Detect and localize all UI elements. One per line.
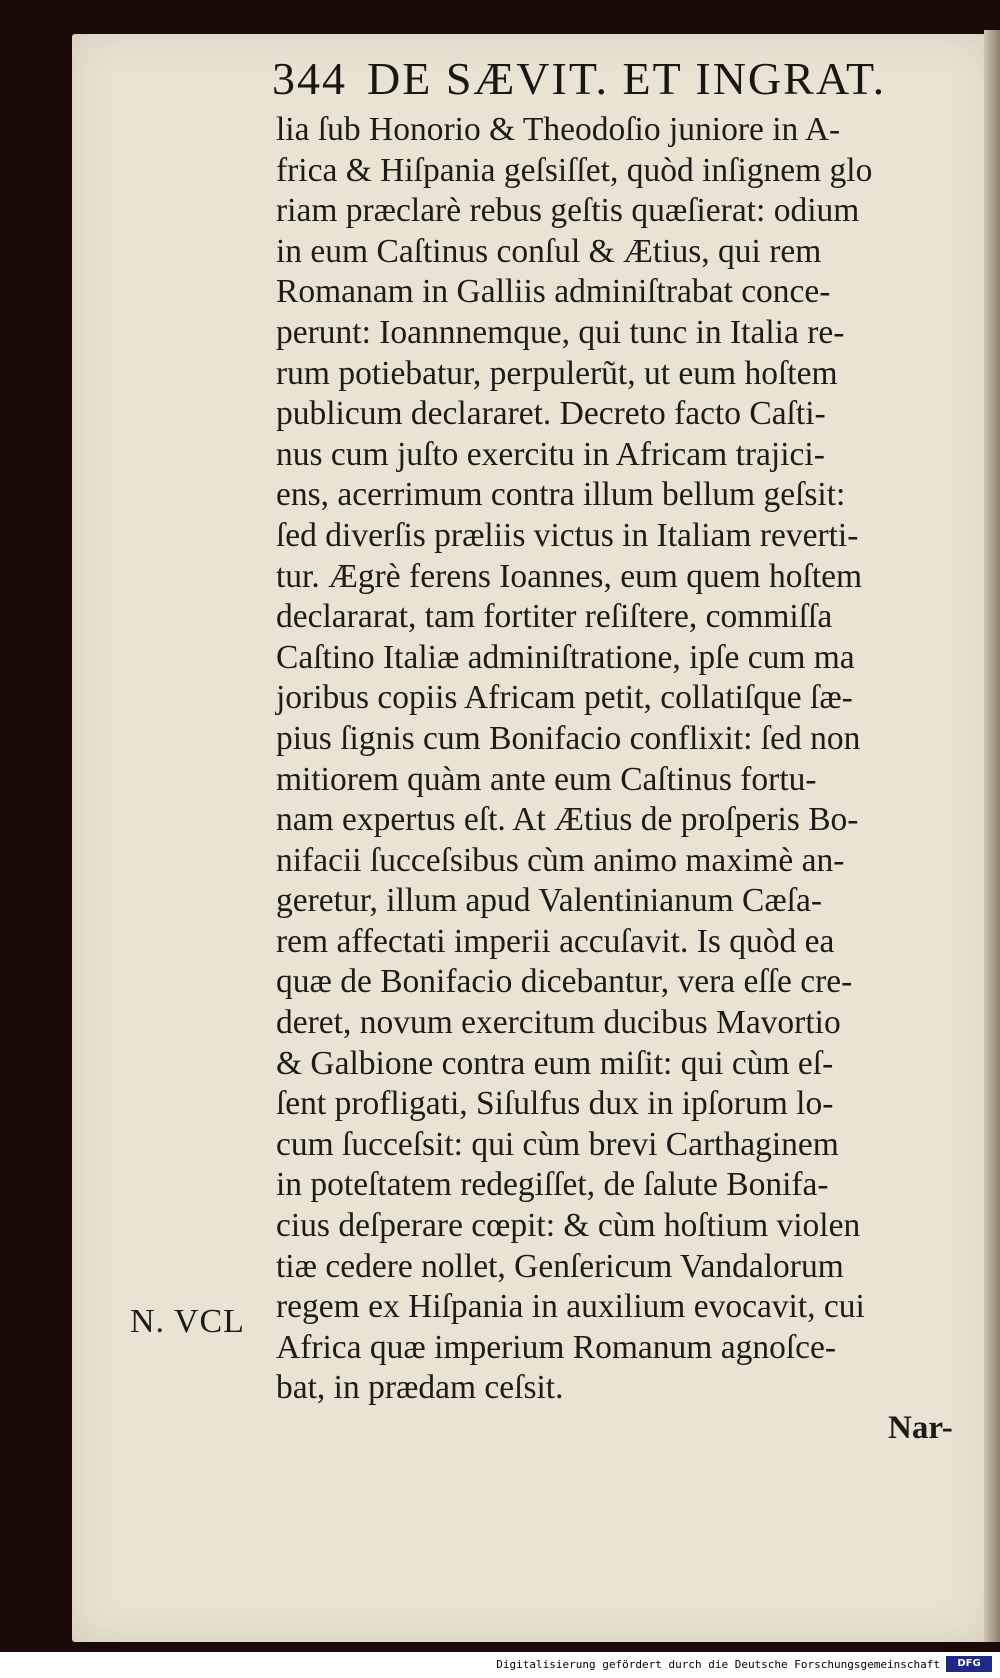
- text-line: nifacii ſucceſsibus cùm animo maximè an-: [276, 841, 845, 879]
- text-line: ſed diverſis præliis victus in Italiam reverti-: [276, 516, 859, 554]
- text-line: Africa quæ imperium Romanum agnoſce-: [276, 1328, 837, 1366]
- page-number: 344: [272, 53, 347, 104]
- text-line: cius deſperare cœpit: & cùm hoſtium violen: [276, 1207, 861, 1245]
- running-head: [272, 52, 962, 105]
- text-line: riam præclarè rebus geſtis quæſierat: odium: [276, 192, 860, 230]
- text-line: nam expertus eſt. At Ætius de proſperis Bo-: [276, 801, 859, 839]
- text-line: mitiorem quàm ante eum Caſtinus fortu-: [276, 760, 817, 798]
- text-line: tur. Ægrè ferens Ioannes, eum quem hoſtem: [276, 557, 863, 595]
- text-line: tiæ cedere nollet, Genſericum Vandalorum: [276, 1247, 844, 1285]
- text-line: Romanam in Galliis adminiſtrabat conce-: [276, 273, 831, 311]
- text-line: regem ex Hiſpania in auxilium evocavit, cui: [276, 1288, 865, 1326]
- margin-note: N. VCL: [130, 1303, 245, 1340]
- dfg-logo: DFG: [946, 1656, 992, 1672]
- text-line: bat, in prædam ceſsit.: [276, 1369, 564, 1407]
- body-text: [276, 110, 956, 1409]
- text-line: rum potiebatur, perpulerũt, ut eum hoſtem: [276, 354, 838, 392]
- text-line: Caſtino Italiæ adminiſtratione, ipſe cum ma: [276, 638, 855, 676]
- text-line: quæ de Bonifacio dicebantur, vera eſſe cre-: [276, 963, 853, 1001]
- catchword: Nar-: [888, 1410, 953, 1446]
- text-line: ſent profligati, Siſulfus dux in ipſorum lo-: [276, 1085, 834, 1123]
- text-line: publicum declararet. Decreto facto Caſti-: [276, 395, 826, 433]
- text-line: pius ſignis cum Bonifacio conflixit: ſed non: [276, 719, 861, 757]
- footer: [0, 1652, 1000, 1678]
- text-line: rem affectati imperii accuſavit. Is quòd ea: [276, 922, 835, 960]
- text-line: geretur, illum apud Valentinianum Cæſa-: [276, 882, 823, 920]
- text-line: declararat, tam fortiter reſiſtere, commiſſa: [276, 598, 833, 636]
- page-edge: [984, 30, 1000, 1642]
- text-line: joribus copiis Africam petit, collatiſque ſæ-: [276, 679, 853, 717]
- text-line: deret, novum exercitum ducibus Mavortio: [276, 1004, 841, 1042]
- text-line: lia ſub Honorio & Theodoſio juniore in A-: [276, 111, 841, 148]
- text-line: in poteſtatem redegiſſet, de ſalute Bonifa-: [276, 1166, 829, 1204]
- running-title: DE SÆVIT. ET INGRAT.: [367, 53, 887, 104]
- text-line: cum ſucceſsit: qui cùm brevi Carthaginem: [276, 1125, 839, 1163]
- text-line: perunt: Ioannnemque, qui tunc in Italia re-: [276, 313, 845, 351]
- text-line: & Galbione contra eum miſit: qui cùm eſ-: [276, 1044, 834, 1082]
- text-line: frica & Hiſpania geſsiſſet, quòd inſignem glo: [276, 151, 873, 189]
- footer-credit: Digitalisierung gefördert durch die Deutsche Forschungsgemeinschaft: [496, 1658, 940, 1671]
- text-line: in eum Caſtinus conſul & Ætius, qui rem: [276, 232, 822, 270]
- text-line: ens, acerrimum contra illum bellum geſsit:: [276, 476, 846, 514]
- text-line: nus cum juſto exercitu in Africam trajici-: [276, 435, 825, 473]
